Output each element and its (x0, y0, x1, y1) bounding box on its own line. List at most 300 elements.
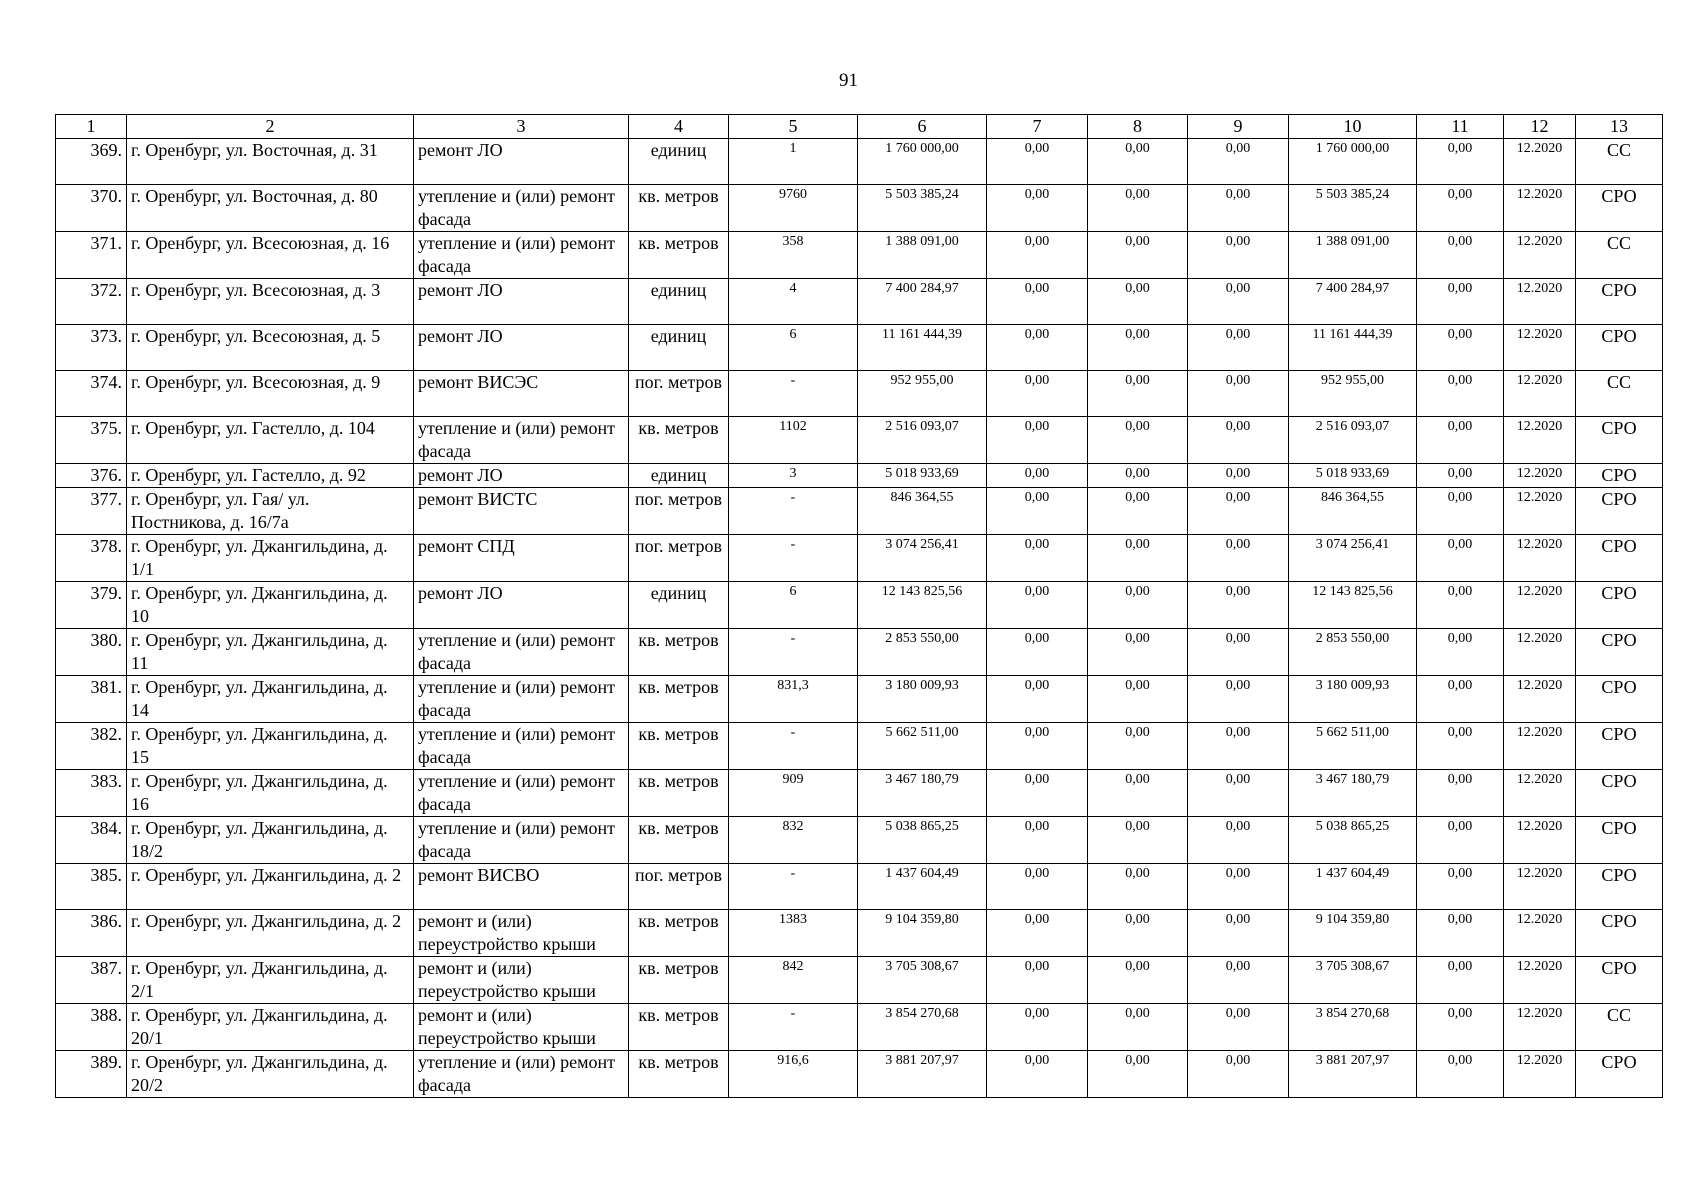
method-cell: СРО (1576, 464, 1663, 488)
completion-date-cell: 12.2020 (1504, 957, 1576, 1004)
column-header: 8 (1088, 115, 1188, 139)
total-cost-cell: 2 853 550,00 (858, 629, 987, 676)
table-row (56, 371, 1663, 417)
other-cost-cell: 0,00 (1417, 582, 1504, 629)
work-type-cell: ремонт ВИСВО (414, 864, 629, 910)
table-row (56, 417, 1663, 464)
register-body (56, 139, 1663, 1098)
fund-cost-cell: 0,00 (987, 1051, 1088, 1098)
work-type-cell: ремонт ЛО (414, 582, 629, 629)
completion-date-cell: 12.2020 (1504, 723, 1576, 770)
address-cell: г. Оренбург, ул. Джангильдина, д. 2 (127, 910, 414, 957)
other-cost-cell: 0,00 (1417, 488, 1504, 535)
completion-date-cell: 12.2020 (1504, 582, 1576, 629)
fund-cost-cell: 0,00 (987, 464, 1088, 488)
budget-cost-cell: 0,00 (1088, 864, 1188, 910)
method-cell: СРО (1576, 817, 1663, 864)
column-header: 10 (1289, 115, 1417, 139)
method-cell: СС (1576, 139, 1663, 185)
quantity-cell: 909 (729, 770, 858, 817)
row-number-cell: 375. (56, 417, 127, 464)
other-cost-cell: 0,00 (1417, 139, 1504, 185)
row-number-cell: 376. (56, 464, 127, 488)
quantity-cell: 6 (729, 582, 858, 629)
row-number-cell: 387. (56, 957, 127, 1004)
table-row (56, 139, 1663, 185)
address-cell: г. Оренбург, ул. Джангильдина, д. 16 (127, 770, 414, 817)
fund-cost-cell: 0,00 (987, 676, 1088, 723)
table-row (56, 232, 1663, 279)
budget-cost-cell: 0,00 (1088, 139, 1188, 185)
budget-cost-cell: 0,00 (1088, 770, 1188, 817)
owners-cost-cell: 2 853 550,00 (1289, 629, 1417, 676)
fund-cost-cell: 0,00 (987, 232, 1088, 279)
work-type-cell: ремонт ВИСЭС (414, 371, 629, 417)
owners-cost-cell: 5 503 385,24 (1289, 185, 1417, 232)
owners-cost-cell: 3 881 207,97 (1289, 1051, 1417, 1098)
completion-date-cell: 12.2020 (1504, 139, 1576, 185)
unit-cell: кв. метров (629, 817, 729, 864)
owners-cost-cell: 11 161 444,39 (1289, 325, 1417, 371)
total-cost-cell: 846 364,55 (858, 488, 987, 535)
other-cost-cell: 0,00 (1417, 864, 1504, 910)
method-cell: СРО (1576, 488, 1663, 535)
address-cell: г. Оренбург, ул. Всесоюзная, д. 16 (127, 232, 414, 279)
total-cost-cell: 1 388 091,00 (858, 232, 987, 279)
fund-cost-cell: 0,00 (987, 1004, 1088, 1051)
other-cost-cell: 0,00 (1417, 957, 1504, 1004)
other-cost-cell: 0,00 (1417, 770, 1504, 817)
other-cost-cell: 0,00 (1417, 1051, 1504, 1098)
other-cost-cell: 0,00 (1417, 232, 1504, 279)
budget-cost-cell: 0,00 (1088, 325, 1188, 371)
method-cell: СС (1576, 1004, 1663, 1051)
address-cell: г. Оренбург, ул. Джангильдина, д. 14 (127, 676, 414, 723)
budget-cost-cell: 0,00 (1088, 957, 1188, 1004)
quantity-cell: 3 (729, 464, 858, 488)
budget-cost-cell: 0,00 (1088, 371, 1188, 417)
column-header: 1 (56, 115, 127, 139)
quantity-cell: - (729, 488, 858, 535)
address-cell: г. Оренбург, ул. Всесоюзная, д. 5 (127, 325, 414, 371)
method-cell: СРО (1576, 629, 1663, 676)
fund-cost-cell: 0,00 (987, 723, 1088, 770)
quantity-cell: 832 (729, 817, 858, 864)
owners-cost-cell: 3 705 308,67 (1289, 957, 1417, 1004)
owners-cost-cell: 3 074 256,41 (1289, 535, 1417, 582)
work-type-cell: утепление и (или) ремонт фасада (414, 232, 629, 279)
completion-date-cell: 12.2020 (1504, 464, 1576, 488)
completion-date-cell: 12.2020 (1504, 185, 1576, 232)
unit-cell: пог. метров (629, 864, 729, 910)
method-cell: СРО (1576, 864, 1663, 910)
table-row (56, 864, 1663, 910)
method-cell: СРО (1576, 1051, 1663, 1098)
completion-date-cell: 12.2020 (1504, 535, 1576, 582)
owners-cost-cell: 12 143 825,56 (1289, 582, 1417, 629)
owners-cost-cell: 3 854 270,68 (1289, 1004, 1417, 1051)
address-cell: г. Оренбург, ул. Джангильдина, д. 2 (127, 864, 414, 910)
completion-date-cell: 12.2020 (1504, 864, 1576, 910)
local-budget-cost-cell: 0,00 (1188, 629, 1289, 676)
completion-date-cell: 12.2020 (1504, 676, 1576, 723)
fund-cost-cell: 0,00 (987, 957, 1088, 1004)
local-budget-cost-cell: 0,00 (1188, 139, 1289, 185)
completion-date-cell: 12.2020 (1504, 488, 1576, 535)
method-cell: СРО (1576, 910, 1663, 957)
other-cost-cell: 0,00 (1417, 1004, 1504, 1051)
unit-cell: кв. метров (629, 629, 729, 676)
column-header: 2 (127, 115, 414, 139)
fund-cost-cell: 0,00 (987, 417, 1088, 464)
unit-cell: пог. метров (629, 535, 729, 582)
address-cell: г. Оренбург, ул. Джангильдина, д. 20/2 (127, 1051, 414, 1098)
other-cost-cell: 0,00 (1417, 185, 1504, 232)
other-cost-cell: 0,00 (1417, 371, 1504, 417)
completion-date-cell: 12.2020 (1504, 1004, 1576, 1051)
owners-cost-cell: 1 760 000,00 (1289, 139, 1417, 185)
table-row (56, 723, 1663, 770)
method-cell: СРО (1576, 582, 1663, 629)
fund-cost-cell: 0,00 (987, 817, 1088, 864)
work-type-cell: ремонт и (или) переустройство крыши (414, 957, 629, 1004)
local-budget-cost-cell: 0,00 (1188, 1051, 1289, 1098)
column-header: 12 (1504, 115, 1576, 139)
fund-cost-cell: 0,00 (987, 629, 1088, 676)
unit-cell: кв. метров (629, 232, 729, 279)
method-cell: СРО (1576, 535, 1663, 582)
total-cost-cell: 5 662 511,00 (858, 723, 987, 770)
address-cell: г. Оренбург, ул. Восточная, д. 80 (127, 185, 414, 232)
work-type-cell: ремонт ЛО (414, 279, 629, 325)
total-cost-cell: 3 180 009,93 (858, 676, 987, 723)
other-cost-cell: 0,00 (1417, 325, 1504, 371)
fund-cost-cell: 0,00 (987, 185, 1088, 232)
work-type-cell: утепление и (или) ремонт фасада (414, 1051, 629, 1098)
row-number-cell: 372. (56, 279, 127, 325)
method-cell: СРО (1576, 417, 1663, 464)
total-cost-cell: 3 854 270,68 (858, 1004, 987, 1051)
budget-cost-cell: 0,00 (1088, 417, 1188, 464)
local-budget-cost-cell: 0,00 (1188, 582, 1289, 629)
row-number-cell: 383. (56, 770, 127, 817)
quantity-cell: 1 (729, 139, 858, 185)
completion-date-cell: 12.2020 (1504, 325, 1576, 371)
row-number-cell: 384. (56, 817, 127, 864)
row-number-cell: 374. (56, 371, 127, 417)
table-row (56, 488, 1663, 535)
budget-cost-cell: 0,00 (1088, 185, 1188, 232)
unit-cell: кв. метров (629, 770, 729, 817)
address-cell: г. Оренбург, ул. Гастелло, д. 104 (127, 417, 414, 464)
row-number-cell: 382. (56, 723, 127, 770)
table-row (56, 185, 1663, 232)
total-cost-cell: 9 104 359,80 (858, 910, 987, 957)
unit-cell: кв. метров (629, 957, 729, 1004)
local-budget-cost-cell: 0,00 (1188, 279, 1289, 325)
fund-cost-cell: 0,00 (987, 139, 1088, 185)
budget-cost-cell: 0,00 (1088, 582, 1188, 629)
owners-cost-cell: 952 955,00 (1289, 371, 1417, 417)
unit-cell: единиц (629, 139, 729, 185)
work-type-cell: утепление и (или) ремонт фасада (414, 676, 629, 723)
unit-cell: кв. метров (629, 910, 729, 957)
header-row (56, 115, 1663, 139)
unit-cell: кв. метров (629, 417, 729, 464)
budget-cost-cell: 0,00 (1088, 488, 1188, 535)
completion-date-cell: 12.2020 (1504, 232, 1576, 279)
local-budget-cost-cell: 0,00 (1188, 864, 1289, 910)
local-budget-cost-cell: 0,00 (1188, 232, 1289, 279)
quantity-cell: - (729, 723, 858, 770)
local-budget-cost-cell: 0,00 (1188, 535, 1289, 582)
total-cost-cell: 3 705 308,67 (858, 957, 987, 1004)
unit-cell: единиц (629, 582, 729, 629)
local-budget-cost-cell: 0,00 (1188, 676, 1289, 723)
quantity-cell: - (729, 864, 858, 910)
total-cost-cell: 5 038 865,25 (858, 817, 987, 864)
address-cell: г. Оренбург, ул. Восточная, д. 31 (127, 139, 414, 185)
unit-cell: пог. метров (629, 371, 729, 417)
table-row (56, 1051, 1663, 1098)
method-cell: СРО (1576, 676, 1663, 723)
local-budget-cost-cell: 0,00 (1188, 371, 1289, 417)
completion-date-cell: 12.2020 (1504, 279, 1576, 325)
method-cell: СС (1576, 371, 1663, 417)
fund-cost-cell: 0,00 (987, 279, 1088, 325)
row-number-cell: 370. (56, 185, 127, 232)
column-header: 9 (1188, 115, 1289, 139)
unit-cell: кв. метров (629, 1051, 729, 1098)
owners-cost-cell: 3 180 009,93 (1289, 676, 1417, 723)
other-cost-cell: 0,00 (1417, 910, 1504, 957)
column-header: 5 (729, 115, 858, 139)
other-cost-cell: 0,00 (1417, 464, 1504, 488)
budget-cost-cell: 0,00 (1088, 629, 1188, 676)
table-row (56, 817, 1663, 864)
work-type-cell: ремонт и (или) переустройство крыши (414, 910, 629, 957)
work-type-cell: утепление и (или) ремонт фасада (414, 770, 629, 817)
quantity-cell: 1383 (729, 910, 858, 957)
fund-cost-cell: 0,00 (987, 535, 1088, 582)
work-type-cell: ремонт ЛО (414, 464, 629, 488)
work-type-cell: ремонт ЛО (414, 325, 629, 371)
method-cell: СРО (1576, 279, 1663, 325)
local-budget-cost-cell: 0,00 (1188, 185, 1289, 232)
quantity-cell: 842 (729, 957, 858, 1004)
other-cost-cell: 0,00 (1417, 676, 1504, 723)
total-cost-cell: 12 143 825,56 (858, 582, 987, 629)
completion-date-cell: 12.2020 (1504, 1051, 1576, 1098)
owners-cost-cell: 5 038 865,25 (1289, 817, 1417, 864)
owners-cost-cell: 846 364,55 (1289, 488, 1417, 535)
budget-cost-cell: 0,00 (1088, 232, 1188, 279)
table-row (56, 910, 1663, 957)
total-cost-cell: 1 760 000,00 (858, 139, 987, 185)
quantity-cell: - (729, 371, 858, 417)
column-header: 11 (1417, 115, 1504, 139)
budget-cost-cell: 0,00 (1088, 464, 1188, 488)
other-cost-cell: 0,00 (1417, 535, 1504, 582)
work-type-cell: ремонт и (или) переустройство крыши (414, 1004, 629, 1051)
quantity-cell: 9760 (729, 185, 858, 232)
row-number-cell: 380. (56, 629, 127, 676)
method-cell: СРО (1576, 185, 1663, 232)
owners-cost-cell: 5 018 933,69 (1289, 464, 1417, 488)
unit-cell: единиц (629, 325, 729, 371)
method-cell: СРО (1576, 723, 1663, 770)
table-row (56, 279, 1663, 325)
budget-cost-cell: 0,00 (1088, 817, 1188, 864)
column-header: 13 (1576, 115, 1663, 139)
work-type-cell: утепление и (или) ремонт фасада (414, 817, 629, 864)
local-budget-cost-cell: 0,00 (1188, 910, 1289, 957)
address-cell: г. Оренбург, ул. Джангильдина, д. 18/2 (127, 817, 414, 864)
completion-date-cell: 12.2020 (1504, 910, 1576, 957)
address-cell: г. Оренбург, ул. Джангильдина, д. 20/1 (127, 1004, 414, 1051)
work-type-cell: ремонт СПД (414, 535, 629, 582)
total-cost-cell: 5 503 385,24 (858, 185, 987, 232)
work-type-cell: ремонт ЛО (414, 139, 629, 185)
table-row (56, 629, 1663, 676)
page-number: 91 (839, 70, 858, 91)
address-cell: г. Оренбург, ул. Джангильдина, д. 11 (127, 629, 414, 676)
budget-cost-cell: 0,00 (1088, 279, 1188, 325)
completion-date-cell: 12.2020 (1504, 817, 1576, 864)
local-budget-cost-cell: 0,00 (1188, 464, 1289, 488)
address-cell: г. Оренбург, ул. Всесоюзная, д. 3 (127, 279, 414, 325)
table-row (56, 325, 1663, 371)
budget-cost-cell: 0,00 (1088, 723, 1188, 770)
register-table (55, 114, 1663, 1098)
local-budget-cost-cell: 0,00 (1188, 817, 1289, 864)
column-header: 4 (629, 115, 729, 139)
address-cell: г. Оренбург, ул. Джангильдина, д. 1/1 (127, 535, 414, 582)
quantity-cell: 831,3 (729, 676, 858, 723)
unit-cell: единиц (629, 464, 729, 488)
owners-cost-cell: 7 400 284,97 (1289, 279, 1417, 325)
address-cell: г. Оренбург, ул. Гастелло, д. 92 (127, 464, 414, 488)
total-cost-cell: 3 467 180,79 (858, 770, 987, 817)
budget-cost-cell: 0,00 (1088, 535, 1188, 582)
quantity-cell: - (729, 1004, 858, 1051)
row-number-cell: 377. (56, 488, 127, 535)
owners-cost-cell: 9 104 359,80 (1289, 910, 1417, 957)
quantity-cell: 358 (729, 232, 858, 279)
quantity-cell: 916,6 (729, 1051, 858, 1098)
row-number-cell: 381. (56, 676, 127, 723)
total-cost-cell: 5 018 933,69 (858, 464, 987, 488)
address-cell: г. Оренбург, ул. Джангильдина, д. 10 (127, 582, 414, 629)
work-type-cell: ремонт ВИСТС (414, 488, 629, 535)
total-cost-cell: 952 955,00 (858, 371, 987, 417)
local-budget-cost-cell: 0,00 (1188, 957, 1289, 1004)
total-cost-cell: 11 161 444,39 (858, 325, 987, 371)
total-cost-cell: 3 881 207,97 (858, 1051, 987, 1098)
fund-cost-cell: 0,00 (987, 488, 1088, 535)
row-number-cell: 373. (56, 325, 127, 371)
fund-cost-cell: 0,00 (987, 770, 1088, 817)
table-row (56, 535, 1663, 582)
local-budget-cost-cell: 0,00 (1188, 488, 1289, 535)
fund-cost-cell: 0,00 (987, 582, 1088, 629)
column-header: 7 (987, 115, 1088, 139)
quantity-cell: - (729, 629, 858, 676)
table-row (56, 957, 1663, 1004)
work-type-cell: утепление и (или) ремонт фасада (414, 629, 629, 676)
owners-cost-cell: 2 516 093,07 (1289, 417, 1417, 464)
column-header: 3 (414, 115, 629, 139)
local-budget-cost-cell: 0,00 (1188, 325, 1289, 371)
row-number-cell: 385. (56, 864, 127, 910)
other-cost-cell: 0,00 (1417, 817, 1504, 864)
address-cell: г. Оренбург, ул. Джангильдина, д. 2/1 (127, 957, 414, 1004)
local-budget-cost-cell: 0,00 (1188, 770, 1289, 817)
other-cost-cell: 0,00 (1417, 723, 1504, 770)
work-type-cell: утепление и (или) ремонт фасада (414, 185, 629, 232)
row-number-cell: 371. (56, 232, 127, 279)
quantity-cell: - (729, 535, 858, 582)
budget-cost-cell: 0,00 (1088, 676, 1188, 723)
row-number-cell: 379. (56, 582, 127, 629)
row-number-cell: 388. (56, 1004, 127, 1051)
row-number-cell: 386. (56, 910, 127, 957)
unit-cell: единиц (629, 279, 729, 325)
owners-cost-cell: 1 437 604,49 (1289, 864, 1417, 910)
budget-cost-cell: 0,00 (1088, 1051, 1188, 1098)
owners-cost-cell: 5 662 511,00 (1289, 723, 1417, 770)
budget-cost-cell: 0,00 (1088, 1004, 1188, 1051)
completion-date-cell: 12.2020 (1504, 629, 1576, 676)
method-cell: СРО (1576, 770, 1663, 817)
fund-cost-cell: 0,00 (987, 864, 1088, 910)
unit-cell: кв. метров (629, 1004, 729, 1051)
completion-date-cell: 12.2020 (1504, 371, 1576, 417)
unit-cell: кв. метров (629, 676, 729, 723)
column-header: 6 (858, 115, 987, 139)
unit-cell: пог. метров (629, 488, 729, 535)
method-cell: СРО (1576, 957, 1663, 1004)
local-budget-cost-cell: 0,00 (1188, 1004, 1289, 1051)
local-budget-cost-cell: 0,00 (1188, 723, 1289, 770)
method-cell: СС (1576, 232, 1663, 279)
fund-cost-cell: 0,00 (987, 910, 1088, 957)
row-number-cell: 369. (56, 139, 127, 185)
other-cost-cell: 0,00 (1417, 629, 1504, 676)
total-cost-cell: 7 400 284,97 (858, 279, 987, 325)
table-row (56, 582, 1663, 629)
quantity-cell: 1102 (729, 417, 858, 464)
address-cell: г. Оренбург, ул. Джангильдина, д. 15 (127, 723, 414, 770)
total-cost-cell: 3 074 256,41 (858, 535, 987, 582)
local-budget-cost-cell: 0,00 (1188, 417, 1289, 464)
work-type-cell: утепление и (или) ремонт фасада (414, 417, 629, 464)
table-row (56, 1004, 1663, 1051)
unit-cell: кв. метров (629, 723, 729, 770)
table-row (56, 770, 1663, 817)
row-number-cell: 378. (56, 535, 127, 582)
total-cost-cell: 2 516 093,07 (858, 417, 987, 464)
method-cell: СРО (1576, 325, 1663, 371)
quantity-cell: 6 (729, 325, 858, 371)
completion-date-cell: 12.2020 (1504, 770, 1576, 817)
unit-cell: кв. метров (629, 185, 729, 232)
other-cost-cell: 0,00 (1417, 417, 1504, 464)
owners-cost-cell: 1 388 091,00 (1289, 232, 1417, 279)
work-type-cell: утепление и (или) ремонт фасада (414, 723, 629, 770)
other-cost-cell: 0,00 (1417, 279, 1504, 325)
total-cost-cell: 1 437 604,49 (858, 864, 987, 910)
